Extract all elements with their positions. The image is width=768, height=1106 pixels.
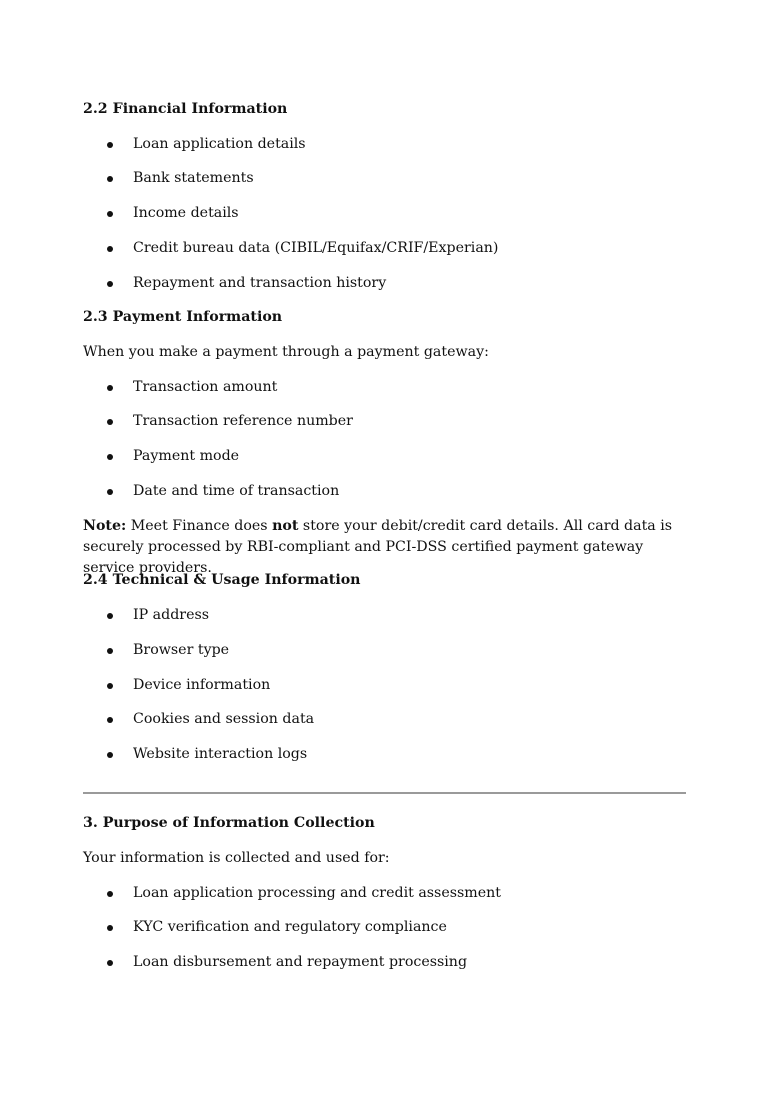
bullet-icon <box>107 385 113 391</box>
bullet-icon <box>107 176 113 182</box>
section-heading-purpose: 3. Purpose of Information Collection <box>83 815 375 831</box>
bullet-icon <box>107 489 113 495</box>
section-heading-technical: 2.4 Technical & Usage Information <box>83 572 361 588</box>
payment-note <box>83 516 686 579</box>
bullet-icon <box>107 683 113 689</box>
bullet-icon <box>107 752 113 758</box>
bullet-icon <box>107 142 113 148</box>
payment-intro: When you make a payment through a payment gateway: <box>83 344 489 360</box>
bullet-icon <box>107 246 113 252</box>
purpose-intro: Your information is collected and used for: <box>83 850 390 866</box>
bullet-icon <box>107 281 113 287</box>
bullet-icon <box>107 419 113 425</box>
bullet-icon <box>107 648 113 654</box>
note-emphasis: not <box>272 518 299 534</box>
bullet-icon <box>107 211 113 217</box>
section-heading-financial: 2.2 Financial Information <box>83 101 288 117</box>
bullet-icon <box>107 925 113 931</box>
bullet-icon <box>107 891 113 897</box>
note-text-before: Meet Finance does <box>126 518 273 534</box>
bullet-icon <box>107 717 113 723</box>
note-label: Note: <box>83 518 127 534</box>
section-divider <box>83 792 686 794</box>
bullet-icon <box>107 960 113 966</box>
section-heading-payment: 2.3 Payment Information <box>83 309 283 325</box>
bullet-icon <box>107 613 113 619</box>
note-text-after: store your debit/credit card details. All card data is securely processed by RBI-compliant and PCI-DSS certified payment gateway service providers. <box>83 518 673 576</box>
bullet-icon <box>107 454 113 460</box>
